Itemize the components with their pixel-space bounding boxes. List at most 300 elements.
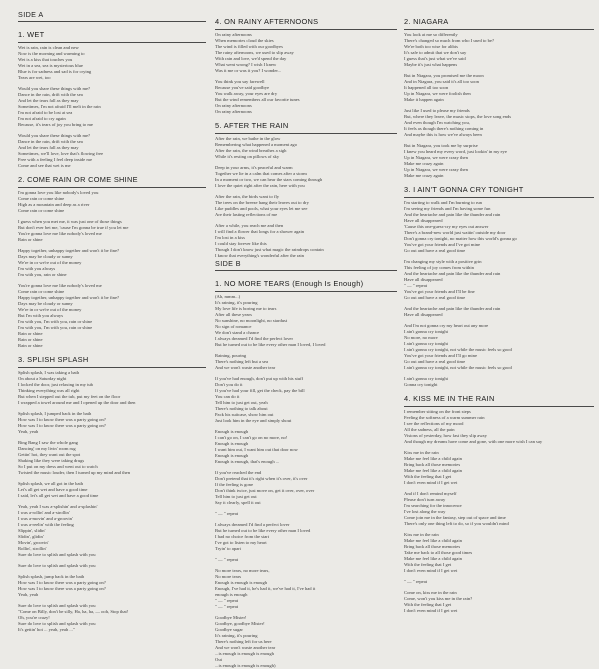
song-title: 4. KISS ME IN THE RAIN [404,394,495,403]
lyric-line: ...is enough is enough is enough) [215,663,276,668]
lyric-line: I'm searching for the innocence [404,503,462,508]
lyric-line: Enough, I've had it, he's had it, we've had it, I've had it [215,586,316,591]
lyric-line: I want him out, I want him out that door now [215,447,298,452]
lyric-line: I'm with you, I'm with you, rain or shine [18,319,93,324]
lyric-line: And the heartache and pain like the thunder and rain [404,212,501,217]
lyric-line: Make me crazy again [404,161,444,166]
lyric-line: "Come on Billy, don't be silly, Ha, ha, ha, — ooh, Stop that! [18,609,129,614]
lyric-line: I love the quiet right after the rain, here with you [215,183,305,188]
song-title: 3. SPLISH SPLASH [18,355,89,364]
lyric-line: How was I to know there was a party going on? [18,417,106,422]
lyric-line: After the rain, we bathe in the glow [215,136,281,141]
lyric-line: Go out and have a real good time [404,295,466,300]
lyric-line: I can't go on, I can't go on no more, no! [215,435,288,440]
lyric-line: There's only one thing left to do, so if you wouldn't mind [404,521,509,526]
lyric-line: Out [215,657,222,662]
lyric-line: I see the reflections of my mood [404,421,464,426]
lyric-line: Bring back all those memories [404,544,461,549]
lyric-line: Feeling the softness of a warm summer rain [404,415,485,420]
lyric-line: I'm gonna love you like nobody's loved you [18,190,99,195]
title-underline [18,187,206,188]
lyric-line: Sure do love to splish and splash with you [18,552,96,557]
lyric-line: It feels as though there's nothing coming in [404,126,484,131]
stanza [18,248,206,278]
lyric-line: Up in Niagara, we were foolish then [404,91,471,96]
lyric-line: It's raining, it's pouring [215,633,258,638]
lyric-line: I'm with you always [18,266,56,271]
lyric-line: 'Cause this one-guess-cry my eyes out answer [404,224,489,229]
lyric-line: I'm with you, I'm with you, rain or shine [18,325,93,330]
lyric-line: And even though I'm watching you, [404,120,470,125]
lyric-line: I always dreamed I'd find a perfect lover [215,522,290,527]
lyric-line: Together we lie in a calm that comes after a storm [215,171,307,176]
lyric-line: In a moment or two, we can hear the stars coming through [215,177,323,182]
lyric-line: And the heartache and pain like the thunder and rain [404,271,501,276]
lyric-line: Yeah, yeah I was a-splishin' and a-splashin' [18,504,98,509]
stanza [18,574,206,598]
lyric-line: How was I to know there was a party going on? [18,580,106,585]
lyric-line: There's nothing left for us here [215,639,272,644]
lyric-line: There's changed so much from who I used to be? [404,38,494,43]
lyric-line: My love life is boring me to tears [215,306,277,311]
lyric-line: You've got your friends and I'll be fine [404,289,475,294]
lyric-line: And the heartache and pain like the thunder and rain [404,306,501,311]
lyric-line: I'm with you, rain or shine [18,272,67,277]
lyric-line: I've got to listen to my heart [215,540,267,545]
lyric-line: Goodbye Mister! [215,615,247,620]
side-label: SIDE B [215,259,241,268]
lyric-line: Dance in the rain, drift with the sea [18,92,83,97]
lyric-line: Don't pretend that it's right when it's over, it's over [215,476,308,481]
lyric-line: I ain't gonna cry tonight, not while the music feels so good [404,347,512,352]
lyric-line: Goodbye, goodbye Mister! [215,621,265,626]
lyric-line: Bing Bang I saw the whole gang [18,440,78,445]
side-divider [215,270,397,271]
lyric-line: Don't you do it [215,382,243,387]
lyric-line: Make me feel like a child again [404,556,462,561]
lyric-line: On rainy afternoons [215,103,252,108]
lyric-line: " — " repeat [404,283,428,288]
lyric-line: Make me feel like a child again [404,456,462,461]
song-title: 1. WET [18,30,45,39]
stanza [18,283,206,349]
lyric-line: Sure do love to splish and splash with you [18,563,96,568]
lyric-line: Take me back to all those good times [404,550,473,555]
lyric-line: Twisted the music louder, then I turned up my mind and then [18,470,131,475]
lyric-line: After a while, you reach me and then [215,223,284,228]
lyric-line: Don't gonna cry tonight, no matter how this world's gonna go [404,236,517,241]
lyric-line: Come and see that wet is me [18,163,71,168]
lyric-line: If the feeling is gone [215,482,254,487]
lyric-line: But in Niagara, you promised me the moon [404,73,484,78]
lyric-line: Shaking like they were taking drugs [18,458,85,463]
lyric-line: And let the tears fall as they may [18,98,79,103]
lyric-line: We're both too wise for alibis [404,44,458,49]
lyric-line: On rainy afternoons [215,32,252,37]
lyric-line: It's raining, it's pouring [215,300,258,305]
lyric-line: I was a-reelin' with the feeling [18,522,74,527]
lyric-line: I knew you heard my every word, just lookin' in my eye [404,149,507,154]
lyric-line: Gettin' hot, they want out the spot [18,452,81,457]
lyric-line: Sometimes, I'm not afraid I'll melt in the rain [18,104,101,109]
lyric-line: Happy together, unhappy together and won't it be fine? [18,295,120,300]
lyric-line: After the rain, the birds want to fly [215,194,280,199]
stanza [404,143,594,179]
lyric-line: enough is enough [215,592,248,597]
lyric-line: You've got your friends and I'll go mine [404,353,478,358]
lyric-line: You're gonna love me like nobody's loved me [18,231,102,236]
stanza [404,306,594,318]
lyric-line: If you've had enough, don't put up with his stuff [215,376,304,381]
lyric-line: Make me crazy again [404,173,444,178]
stanza [215,353,397,371]
lyric-line: Blue is for sadness and sad is for crying [18,69,92,74]
lyric-line: I was a-rollin' and a-strollin' [18,510,70,515]
lyric-line: Now is the morning and warming to [18,51,85,56]
lyric-line: And if I don't remind myself [404,491,457,496]
lyric-line: Make me feel like a child again [404,468,462,473]
lyric-line: There's a brand-new world just waitin' outside my door [404,230,506,235]
lyric-line: Come, won't you kiss me in the rain? [404,596,473,601]
lyric-line: I said, let's all get wet and have a good time [18,493,99,498]
stanza [18,411,206,435]
title-underline [215,133,397,134]
lyric-line: With the feeling that I get [404,474,452,479]
title-underline [404,29,594,30]
lyric-line: It's safe to admit that we don't say [404,50,467,55]
lyric-line: Like puddles and pools, what your eyes let me see [215,206,308,211]
lyric-line: Pack his suitcase, show him out [215,412,274,417]
lyric-line: Tell him to just get out [215,494,257,499]
lyric-line: What went wrong? I wish I knew [215,62,277,67]
lyric-line: I'm starting to walk and I'm burning to run [404,200,482,205]
lyric-line: Goodbye sugar [215,627,243,632]
stanza [404,259,594,301]
lyric-line: If you've had your fill, get the check, pay the bill [215,388,305,393]
lyric-line: Deep in your arms, it's peaceful and warm [215,165,293,170]
lyric-line: Come on, kiss me in the rain [404,590,457,595]
lyric-line: It happened all too soon [404,85,449,90]
lyric-line: Kiss me in the rain [404,450,439,455]
stanza [18,481,206,499]
lyric-line: You're gonna love me like nobody's loved me [18,283,102,288]
lyric-line: Rain or shine [18,343,43,348]
stanza [404,590,594,614]
lyric-line: Visions of yesterday, how fast they slip away [404,433,487,438]
lyric-line: I ain't gonna cry tonight, not while the music feels so good [404,365,512,370]
lyric-line: Rollin', strollin' [18,546,47,551]
lyric-line: " — " repeat [215,511,239,516]
lyric-line: And in Niagara, you said it's all too soon [404,79,479,84]
lyric-line: Wet in a sea, sea is mysterious blue [18,63,83,68]
title-underline [18,42,206,43]
lyric-line: We're in or we're out of the money [18,307,82,312]
lyric-line: I don't even mind if I get wet [404,568,458,573]
lyric-line: Remembering what happened a moment ago [215,142,298,147]
lyric-line: Bring back all those memories [404,462,461,467]
lyric-line: I don't even mind if I get wet [404,480,458,485]
lyric-line: I ain't gonna cry tonight [404,376,448,381]
lyric-line: You look at me so differently [404,32,458,37]
stanza [215,429,397,465]
column-left [18,10,206,633]
lyric-line: Slippin', slidin' [18,528,46,533]
lyric-line: Days may be cloudy or sunny [18,254,73,259]
stanza [215,376,397,424]
lyric-line: But don't ever bet me, 'cause I'm gonna be true if you let me [18,225,129,230]
column-right [404,17,594,614]
lyric-line: I'm seeing my friends and I'm having some fun [404,206,491,211]
stanza [404,32,594,68]
lyric-line: Go out and have a real good time [404,359,466,364]
lyric-line: " — " repeat [215,598,239,603]
lyric-line: We don't stand a chance [215,330,260,335]
lyric-line: Have all disappeared [404,277,443,282]
stanza [404,450,594,486]
lyric-line: I'm lost in a kiss [215,235,245,240]
lyric-line: No more, no more [404,335,438,340]
stanza [18,45,206,81]
lyric-line: Free with a feeling I feel deep inside me [18,157,92,162]
lyric-line: The rainy afternoons, we used to slip away [215,50,294,55]
song-title: 2. NIAGARA [404,17,449,26]
lyric-line: But he turned out to be like every other man I loved [215,528,311,533]
lyric-line: Enough is enough [215,453,249,458]
lyric-line: Days may be cloudy or sunny [18,301,73,306]
lyric-line: Have all disappeared [404,218,443,223]
lyric-line: Just look him in the eye and simply shout [215,418,292,423]
stanza [18,370,206,406]
lyric-line: Rain or shine [18,337,43,342]
stanza [404,73,594,103]
lyric-line: If you've reached the end [215,470,262,475]
lyric-line: Enough is enough [215,441,249,446]
lyric-line: No more tears, no more tears, [215,568,270,573]
lyric-line: I ain't gonna cry tonight [404,329,448,334]
lyric-line: Wet is a kiss that touches you [18,57,73,62]
lyric-line: I'm changing my style with a positive grin [404,259,482,264]
stanza [404,200,594,254]
title-underline [404,197,594,198]
stanza [215,79,397,115]
lyric-line: Up in Niagara, we were crazy then [404,155,468,160]
lyric-line: There's nothing left but a sea [215,359,269,364]
lyric-line: I wrapped a towel around me and I opened up the door and then [18,400,136,405]
stanza [215,223,397,259]
lyric-line: I'm not afraid to cry again [18,116,66,121]
side-label: SIDE A [18,10,44,19]
lyric-line: Tryin' to apart [215,546,241,551]
lyric-line: How was I to know there was a party going on? [18,423,106,428]
stanza [215,615,397,669]
lyric-line: With the feeling that I get [404,602,452,607]
lyric-line: No sunshine, no moonlight, no stardust [215,318,288,323]
stanza [215,136,397,160]
lyric-line: Yeah, yeah [18,592,39,597]
stanza [404,409,594,445]
lyric-line: All the sadness, all the pain [404,427,455,432]
lyric-line: And though my dreams have come and gone, with one more wish I can say [404,439,543,444]
stanza [215,522,397,552]
lyric-line: ...is enough is enough is enough [215,651,274,656]
side-divider [18,21,206,22]
lyric-line: I guess that's just what we've said [404,56,466,61]
lyric-line: But he turned out to be like every other man I loved, I loved [215,342,326,347]
lyric-line: Please don't turn away [404,497,446,502]
stanza [215,32,397,74]
lyric-line: No more tears [215,574,242,579]
lyric-line: Wet is rain, rain is clean and new [18,45,79,50]
lyric-line: Enough is enough [215,429,249,434]
lyric-line: I guess when you met me, it was just one of those things [18,219,122,224]
title-underline [18,367,206,368]
lyric-line: You think you say farewell [215,79,265,84]
lyric-line: The trees on the breeze hang their leaves out to dry [215,200,309,205]
lyric-line: But the wind remembers all our favorite tunes [215,97,300,102]
title-underline [215,291,397,292]
stanza [18,504,206,558]
lyric-line: But when I stepped out the tub, put my feet on the floor [18,394,121,399]
lyric-line: Up in Niagara, we were crazy then [404,167,468,172]
stanza [404,532,594,574]
song-title: 5. AFTER THE RAIN [215,121,289,130]
song-title: 4. ON RAINY AFTERNOONS [215,17,319,26]
lyric-line: Oh, you're crazy! [18,615,50,620]
stanza [18,440,206,476]
lyric-line: Go out and have a real good time [404,248,466,253]
lyric-line: I could stay forever like this [215,241,267,246]
lyric-line: It's gettin' hot ... yeah, yeah ..." [18,627,75,632]
lyric-line: Splish splash, jump back in the bath [18,574,85,579]
lyric-line: Sure do love to splish and splash with you [18,621,96,626]
stanza [18,190,206,214]
lyric-line: Come join me in the fantasy, step out of space and time [404,515,506,520]
lyric-line: I remember sitting on the front steps [404,409,471,414]
lyric-line: There's nothing to talk about [215,406,268,411]
lyric-line: I know that everything's wonderful after the rain [215,253,304,258]
lyric-line: The wind is filled with our goodbyes [215,44,283,49]
lyric-line: Maybe it's just what happens [404,62,458,67]
stanza [404,376,594,388]
song-title: 1. NO MORE TEARS (Enough Is Enough) [215,279,364,288]
lyric-line: On about a Saturday night [18,376,67,381]
stanza [215,568,397,610]
lyric-line: Sometimes, we'll love, love that's flowing free [18,151,104,156]
lyric-line: Sure do love to splish and splash with you [18,603,96,608]
stanza [215,194,397,218]
lyric-line: I locked the door, just relaxing in my tub [18,382,93,387]
lyric-line: Enough is enough is enough [215,580,268,585]
lyric-line: (Ah, mmm...) [215,294,241,299]
stanza [215,470,397,506]
lyric-line: With rain and love, we'd spend the day [215,56,287,61]
lyric-line: Raining, pouring [215,353,247,358]
lyric-line: Make it happen again [404,97,444,102]
lyric-line: " — " repeat [215,557,239,562]
lyric-line: And I'm not gonna cry my heart out any more [404,323,489,328]
lyric-line: Come rain or come shine [18,196,65,201]
lyric-line: Say it clearly, spell it out [215,500,261,505]
lyric-line: And let the tears fall as they may [18,145,79,150]
lyric-line: And we won't waste another tear [215,645,276,650]
lyric-line: Come rain or come shine [18,289,65,294]
column-middle [215,17,397,669]
lyric-line: Splish splash, I was taking a bath [18,370,80,375]
lyric-line: I've lost along the way [404,509,446,514]
lyric-line: But, where they leave, the music stops, the love song ends [404,114,512,119]
lyric-line: And we won't waste another tear [215,365,276,370]
lyric-line: Slidin', glidin' [18,534,44,539]
lyric-line: Let's all get wet and have a good time [18,487,88,492]
lyric-line: Don't think twice, just move on, get it over, over, over [215,488,315,493]
lyric-line: I was a-movin' and a-groovin' [18,516,73,521]
lyric-line: And maybe this is how we've always been [404,132,482,137]
lyric-line: Would you share these things with me? [18,86,91,91]
lyric-line: Come rain or come shine [18,208,65,213]
lyric-line: Rain or shine [18,237,43,242]
lyric-line: Splish splash, we all got in the bath [18,481,84,486]
lyric-line: Happy together, unhappy together and won't it be fine? [18,248,120,253]
lyric-line: Because you've said goodbye [215,85,270,90]
lyric-line: Movin', groovin' [18,540,49,545]
lyric-line: I don't even mind if I get wet [404,608,458,613]
lyric-line: Splish splash, I jumped back in the bath [18,411,92,416]
lyric-line: Thinking everything was all right [18,388,80,393]
title-underline [404,406,594,407]
stanza [18,219,206,243]
stanza [215,165,397,189]
lyric-line: Tell him to just get out, yeah [215,400,268,405]
lyric-line: Because, it's tears of joy you bring to me [18,122,93,127]
lyric-line: I always dreamed I'd find the perfect lover [215,336,293,341]
lyric-line: Gonna cry tonight [404,382,438,387]
lyric-line: Just like I used to please my friends [404,108,470,113]
lyric-line: Tears are wet, too [18,75,51,80]
lyric-line: Enough is enough, that's enough ... [215,459,280,464]
lyric-line: Kiss me in the rain [404,532,439,537]
stanza [215,294,397,348]
stanza [404,491,594,527]
lyric-line: You've got your friends and I've got mine [404,242,481,247]
stanza [18,603,206,633]
lyric-line: After all these years [215,312,252,317]
lyric-line: You walk away, your eyes are dry [215,91,278,96]
lyric-line: I ain't gonna cry tonight [404,341,448,346]
lyric-line: We're in or we're out of the money [18,260,82,265]
lyric-line: But I'm with you always [18,313,63,318]
lyric-line: While it's resting on pillows of sky [215,154,280,159]
lyric-line: High as a mountain and deep as a river [18,202,90,207]
lyric-line: Make me feel like a child again [404,538,462,543]
lyric-line: You can do it [215,394,240,399]
lyric-line: With the feeling that I get [404,562,452,567]
lyric-line: Yeah, yeah [18,429,39,434]
song-title: 3. I AIN'T GONNA CRY TONIGHT [404,185,524,194]
lyric-line: Though I don't know just what magic the raindrops contain [215,247,324,252]
lyric-line: I had no choice from the start [215,534,270,539]
lyric-line: Dance in the rain, drift with the sea [18,139,83,144]
lyric-line: I'm not afraid to be lost at sea [18,110,73,115]
lyric-line: I will find a flower that longs for a shower again [215,229,305,234]
lyric-line: Have all disappeared [404,312,443,317]
lyric-line: No sign of romance [215,324,252,329]
lyric-line: So I put on my dress and went out to watch [18,464,98,469]
title-underline [215,29,397,30]
lyric-line: " — " repeat [215,604,239,609]
lyric-line: When memories cloud the skies [215,38,274,43]
lyric-line: Was it me or was it you? I wonder... [215,68,282,73]
lyric-line: " — " repeat [404,579,428,584]
